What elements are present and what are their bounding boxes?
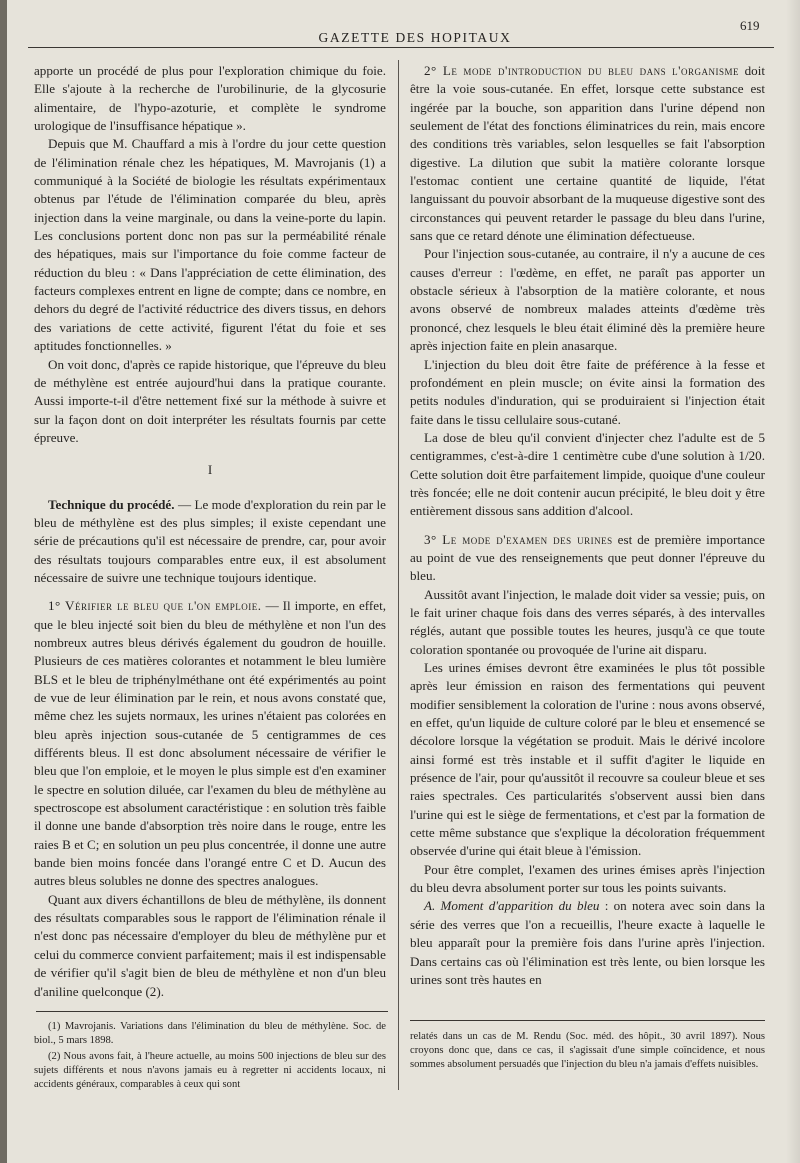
paragraph: Aussitôt avant l'injection, le malade doit vider sa vessie; puis, on le fait uriner chaque fois dans des verres séparés, à des intervalles réglés, autant que possible toutes les heures, jusqu'à ce que toute coloration spontanée ou provoquée de l'urine ait disparu. bbox=[410, 586, 765, 657]
paragraph: Depuis que M. Chauffard a mis à l'ordre du jour cette question de l'élimination rénale chez les hépatiques, M. Mavrojanis (1) a communiqué à la Société de biologie les résultats expérimentaux obtenus par l'étude de l'élimination comparée du bleu, après injection dans la veine marginale, ou dans la veine-porte du lapin. Les conclusions portent donc non pas sur la perméabilité rénale des hépatiques, mais sur l'importance du foie comme facteur de réduction du bleu : « Dans l'appréciation de cette élimination, des facteurs complexes entrent en ligne de compte; dans ce nombre, en dehors du degré de l'activité réductrice des divers tissus, en dehors des variations de cette activité, figurent l'état du foie et ses aptitudes fonctionnelles. » bbox=[34, 136, 386, 354]
footnote: (2) Nous avons fait, à l'heure actuelle, au moins 500 injections de bleu sur des sujets différents et nous n'avons jamais eu à regretter ni accidents locaux, ni accidents généraux, comparables à ceux qui sont bbox=[34, 1051, 386, 1090]
paragraph bbox=[410, 62, 765, 245]
paragraph: Pour l'injection sous-cutanée, au contraire, il n'y a aucune de ces causes d'erreur : l'œdème, en effet, ne paraît pas apporter un obstacle sérieux à l'absorption de la matière colorante, et nous avons observé de nombreux malades atteints d'œdème très prononcé, chez lesquels le bleu était éliminé dès la première heure après injection faite en plein anasarque. bbox=[410, 246, 765, 354]
footnote: relatés dans un cas de M. Rendu (Soc. méd. des hôpit., 30 avril 1897). Nous croyons donc que, dans ce cas, il s'agissait d'une simple coïncidence, et nous sommes absolument persuadés que l'injection du bleu n'a jamais d'effets nuisibles. bbox=[410, 1031, 765, 1070]
paragraph-body: — Le mode d'exploration du rein par le bleu de méthylène est des plus simples; il existe cependant une série de précautions qu'il est nécessaire de prendre, car, pour avoir des résultats toujours comparables entre eux, il est absolument nécessaire de suivre une technique toujours identique. bbox=[34, 496, 386, 585]
page-shadow bbox=[786, 0, 800, 1163]
paragraph bbox=[410, 897, 765, 989]
paragraph-body: doit être la voie sous-cutanée. En effet, lorsque cette substance est ingérée par la bouche, son apparition dans l'urine dépend non seulement de l'état des fonctions éliminatrices du rein, mais encore des conditions très variables, selon lesquelles se fait l'absorption digestive. La dilution que subit la matière colorante lorsque l'estomac contient une certaine quantité de liquide, l'état languissant du pouvoir absorbant de la muqueuse digestive sont des circonstances qui peuvent retarder le passage du bleu dans l'urine, sans que ce retard dénote une élimination défectueuse. bbox=[410, 63, 765, 244]
right-footnotes bbox=[410, 1030, 765, 1074]
binding-edge bbox=[0, 0, 7, 1163]
paragraph: Quant aux divers échantillons de bleu de méthylène, ils donnent des résultats comparables sous le rapport de l'élimination rénale il n'est donc pas nécessaire d'employer du bleu de méthylène pur et celui du commerce convient parfaitement; mais il est indispensable de vérifier qu'il s'agit bien de bleu de méthylène et non d'un bleu d'aniline quelconque (2). bbox=[34, 891, 386, 999]
paragraph bbox=[410, 531, 765, 586]
paragraph: L'injection du bleu doit être faite de préférence à la fesse et profondément en plein muscle; on évite ainsi la formation des petits nodules d'induration, qui se produiraient si l'injection était faite dans le tissu cellulaire sous-cutané. bbox=[410, 356, 765, 427]
header-rule bbox=[28, 47, 774, 48]
column-divider bbox=[398, 60, 399, 1090]
paragraph-body: — Il importe, en effet, que le bleu injecté soit bien du bleu de méthylène et non l'un des nombreux autres bleus dérivés également du goudron de houille. Plusieurs de ces matières colorantes et notamment le bleu lumière BLS et le bleu de triphénylméthane ont été expérimentés au point de vue de leur élimination par le rein, et nous avons constaté que, même chez les sujets normaux, les urines n'étaient pas colorées en bleu après injection sous-cutanée de 5 centigrammes de ces différents bleus. Il est donc absolument nécessaire de vérifier le bleu que l'on emploie, et le moyen le plus simple est d'en examiner le spectre en solution diluée, car l'examen du bleu de méthylène au spectroscope est absolument caractéristique : en solution très faible il donne une bande d'absorption très noire dans le rouge, entre les raies B et C; en solution un peu plus concentrée, il donne une autre bande bien moins foncée dans l'orangé entre C et D. Aucun des autres bleus solubles ne donne des spectres analogues. bbox=[34, 598, 387, 889]
footnote-rule bbox=[36, 1011, 388, 1012]
spacer bbox=[34, 587, 386, 597]
paragraph bbox=[34, 597, 386, 891]
paragraph: On voit donc, d'après ce rapide historique, que l'épreuve du bleu de méthylène est entrée aujourd'hui dans la pratique courante. Aussi importe-t-il d'être nettement fixé sur la méthode à suivre et sur la façon dont on doit interpréter les résultats fournis par cette épreuve. bbox=[34, 356, 386, 445]
paragraph: apporte un procédé de plus pour l'exploration chimique du foie. Elle s'ajoute à la recherche de l'urobilinurie, de la glycosurie alimentaire, de l'hypo-azoturie, et complète le syndrome urologique de l'insuffisance hépatique ». bbox=[34, 63, 386, 134]
footnote-rule bbox=[410, 1020, 765, 1021]
left-column bbox=[34, 62, 386, 1001]
right-column bbox=[410, 62, 765, 989]
page-number: 619 bbox=[740, 18, 760, 33]
spacer bbox=[410, 521, 765, 531]
paragraph-heading: 2° Le mode d'introduction du bleu dans l'organisme bbox=[424, 63, 740, 78]
paragraph-body: est de première importance au point de vue des renseignements que peut donner l'épreuve du bleu. bbox=[410, 531, 765, 584]
paragraph: Les urines émises devront être examinées le plus tôt possible après leur émission en raison des fermentations qui peuvent modifier sensiblement la coloration de l'urine : nous avons observé, en effet, qu'un liquide de culture coloré par le bleu et ensemencé se décolore lorsque la végétation se produit. Mais le dérivé incolore ainsi formé est très instable et il suffit d'agiter le liquide en présence de l'air, pour qu'aussitôt il recouvre sa couleur bleue et ses raies spectrales. Ces particularités s'observent aussi bien dans l'urine qui est le siège de fermentations, et c'est par la formation de cette même substance que s'explique la décoloration fréquemment observée d'urine qui était bleue à l'émission. bbox=[410, 660, 765, 859]
paragraph: Pour être complet, l'examen des urines émises après l'injection du bleu devra absolument porter sur tous les points suivants. bbox=[410, 861, 765, 896]
paragraph-heading: 1° Vérifier le bleu que l'on emploie. bbox=[48, 598, 262, 614]
paragraph-heading: 3° Le mode d'examen des urines bbox=[424, 531, 613, 547]
section-number: I bbox=[207, 462, 213, 478]
paragraph bbox=[34, 496, 386, 588]
paragraph: La dose de bleu qu'il convient d'injecter chez l'adulte est de 5 centigrammes, c'est-à-dire 1 centimètre cube d'une solution à 1/20. Cette solution doit être parfaitement limpide, quoique d'une couleur très foncée; elle ne doit contenir aucun précipité, le bleu doit y être entièrement dissous sans addition d'alcool. bbox=[410, 429, 765, 519]
paragraph-body: : on notera avec soin dans la série des verres que l'on a recueillis, l'heure exacte à laquelle le bleu apparaît pour la première fois dans l'urine après l'injection. Dans certains cas où l'élimination est très lente, ou bien lorsque les urines sont très hautes en bbox=[410, 898, 765, 987]
footnote: (1) Mavrojanis. Variations dans l'élimination du bleu de méthylène. Soc. de biol., 5 mars 1898. bbox=[34, 1021, 386, 1046]
left-footnotes bbox=[34, 1020, 386, 1094]
paragraph-heading: A. Moment d'apparition du bleu bbox=[424, 898, 600, 914]
running-header: GAZETTE DES HOPITAUX bbox=[318, 30, 512, 45]
paragraph-heading: Technique du procédé. bbox=[48, 496, 175, 512]
